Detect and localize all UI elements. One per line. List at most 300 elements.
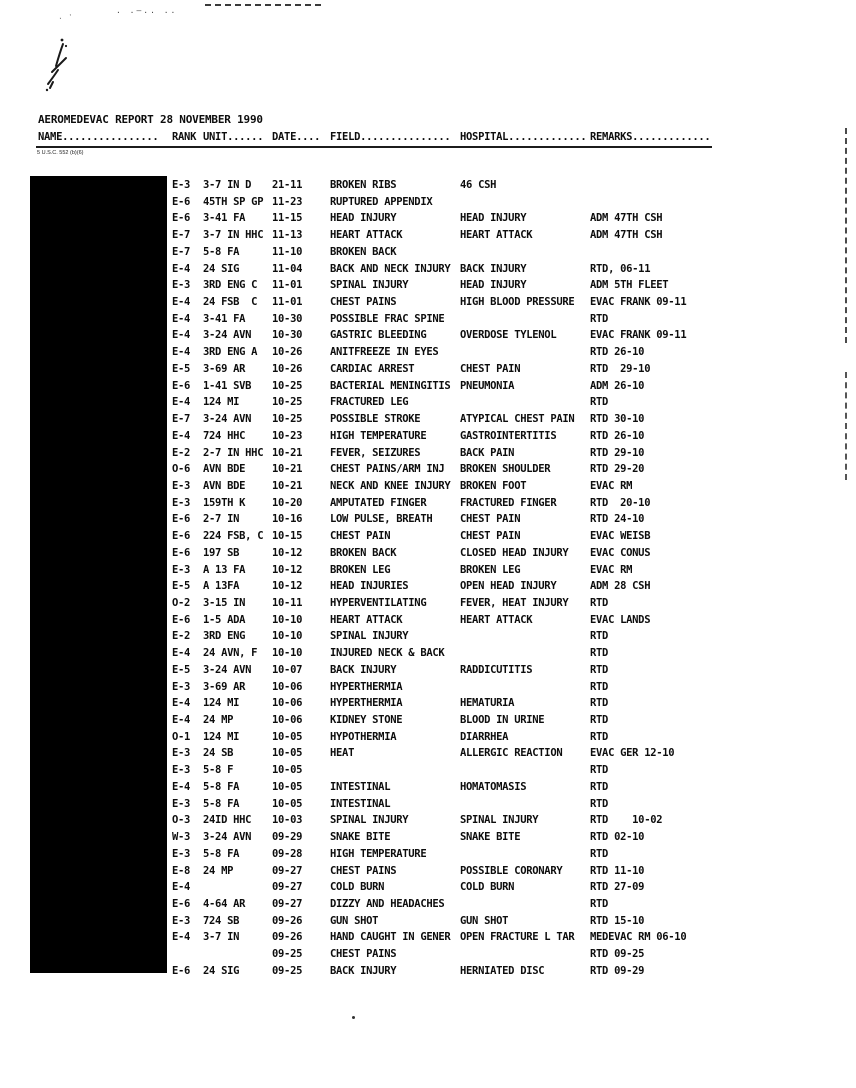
- cell-field: HEAT: [330, 747, 355, 760]
- ink-mark: [38, 32, 88, 92]
- table-row: [0, 898, 856, 914]
- cell-field: CHEST PAIN: [330, 530, 391, 543]
- cell-hospital: CHEST PAIN: [460, 513, 521, 526]
- cell-remarks: EVAC FRANK 09-11: [590, 296, 687, 309]
- cell-hospital: HEART ATTACK: [460, 613, 533, 626]
- cell-unit: 24 SIG: [203, 262, 240, 275]
- scan-artifact-speck: . ·: [57, 10, 75, 22]
- cell-remarks: ADM 26-10: [590, 379, 645, 392]
- cell-rank: E-2: [172, 630, 191, 643]
- table-row: [0, 229, 856, 245]
- table-row: [0, 731, 856, 747]
- cell-unit: 2-7 IN: [203, 513, 240, 526]
- cell-date: 09-25: [272, 964, 303, 977]
- cell-field: BACK AND NECK INJURY: [330, 262, 451, 275]
- cell-date: 10-26: [272, 362, 303, 375]
- cell-unit: 1-5 ADA: [203, 613, 246, 626]
- table-row: [0, 313, 856, 329]
- cell-unit: 24 AVN, F: [203, 647, 258, 660]
- cell-date: 11-04: [272, 262, 303, 275]
- cell-unit: 24 MP: [203, 864, 234, 877]
- cell-field: ANITFREEZE IN EYES: [330, 346, 439, 359]
- cell-hospital: POSSIBLE CORONARY: [460, 864, 563, 877]
- cell-date: 10-23: [272, 429, 303, 442]
- cell-rank: E-3: [172, 914, 191, 927]
- cell-rank: E-3: [172, 797, 191, 810]
- cell-date: 10-12: [272, 546, 303, 559]
- cell-rank: E-4: [172, 312, 191, 325]
- cell-hospital: CHEST PAIN: [460, 362, 521, 375]
- cell-field: CHEST PAINS: [330, 864, 397, 877]
- cell-hospital: HEAD INJURY: [460, 212, 527, 225]
- cell-field: BROKEN BACK: [330, 245, 397, 258]
- cell-field: HEART ATTACK: [330, 613, 403, 626]
- cell-rank: E-4: [172, 647, 191, 660]
- table-row: [0, 948, 856, 964]
- cell-date: 09-27: [272, 897, 303, 910]
- cell-field: SNAKE BITE: [330, 831, 391, 844]
- cell-field: BROKEN RIBS: [330, 179, 397, 191]
- cell-remarks: RTD: [590, 730, 609, 743]
- cell-date: 10-10: [272, 630, 303, 643]
- cell-unit: 124 MI: [203, 396, 240, 409]
- table-row: [0, 580, 856, 596]
- cell-unit: AVN BDE: [203, 463, 246, 476]
- cell-date: 10-06: [272, 680, 303, 693]
- table-row: [0, 346, 856, 362]
- cell-date: 10-30: [272, 329, 303, 342]
- cell-unit: 3RD ENG: [203, 630, 246, 643]
- cell-unit: 3-41 FA: [203, 212, 246, 225]
- cell-remarks: ADM 28 CSH: [590, 580, 651, 593]
- cell-rank: E-3: [172, 179, 191, 191]
- cell-unit: 124 MI: [203, 730, 240, 743]
- table-row: [0, 647, 856, 663]
- cell-rank: E-3: [172, 847, 191, 860]
- cell-date: 10-10: [272, 647, 303, 660]
- cell-hospital: PNEUMONIA: [460, 379, 515, 392]
- table-row: [0, 430, 856, 446]
- cell-date: 11-13: [272, 229, 303, 242]
- scan-artifact-dot: [352, 1016, 355, 1019]
- cell-unit: 124 MI: [203, 697, 240, 710]
- table-row: [0, 396, 856, 412]
- cell-date: 10-21: [272, 463, 303, 476]
- report-title: AEROMEDEVAC REPORT 28 NOVEMBER 1990: [38, 113, 263, 126]
- cell-rank: E-5: [172, 663, 191, 676]
- cell-remarks: RTD 15-10: [590, 914, 645, 927]
- cell-date: 10-12: [272, 563, 303, 576]
- cell-hospital: RADDICUTITIS: [460, 663, 533, 676]
- cell-rank: E-6: [172, 212, 191, 225]
- cell-remarks: RTD 29-10: [590, 446, 645, 459]
- table-row: [0, 363, 856, 379]
- cell-unit: 3-7 IN HHC: [203, 229, 264, 242]
- cell-field: HYPERTHERMIA: [330, 680, 403, 693]
- column-header-field: FIELD...............: [330, 131, 451, 143]
- cell-hospital: HOMATOMASIS: [460, 780, 527, 793]
- cell-field: HIGH TEMPERATURE: [330, 847, 427, 860]
- table-row: [0, 664, 856, 680]
- cell-remarks: RTD: [590, 697, 609, 710]
- cell-field: POSSIBLE STROKE: [330, 413, 421, 426]
- cell-field: CHEST PAINS/ARM INJ: [330, 463, 445, 476]
- cell-hospital: BROKEN LEG: [460, 563, 521, 576]
- cell-rank: E-5: [172, 362, 191, 375]
- cell-unit: 724 SB: [203, 914, 240, 927]
- cell-hospital: ALLERGIC REACTION: [460, 747, 563, 760]
- cell-date: 10-25: [272, 379, 303, 392]
- cell-field: FRACTURED LEG: [330, 396, 409, 409]
- cell-remarks: RTD: [590, 630, 609, 643]
- cell-date: 10-21: [272, 446, 303, 459]
- cell-field: SPINAL INJURY: [330, 630, 409, 643]
- cell-remarks: EVAC CONUS: [590, 546, 651, 559]
- table-row: [0, 279, 856, 295]
- cell-rank: E-4: [172, 296, 191, 309]
- cell-hospital: HEART ATTACK: [460, 229, 533, 242]
- table-row: [0, 530, 856, 546]
- cell-remarks: RTD: [590, 647, 609, 660]
- cell-unit: 3-7 IN D: [203, 179, 252, 191]
- cell-date: 10-26: [272, 346, 303, 359]
- cell-unit: 3-24 AVN: [203, 663, 252, 676]
- table-row: [0, 463, 856, 479]
- cell-remarks: RTD 20-10: [590, 496, 651, 509]
- cell-rank: W-3: [172, 831, 191, 844]
- foia-exemption-note: 5 U.S.C. 552 (b)(6): [37, 150, 84, 156]
- cell-unit: 2-7 IN HHC: [203, 446, 264, 459]
- cell-rank: E-6: [172, 195, 191, 208]
- cell-field: SPINAL INJURY: [330, 814, 409, 827]
- cell-field: CHEST PAINS: [330, 296, 397, 309]
- cell-hospital: OPEN HEAD INJURY: [460, 580, 557, 593]
- cell-remarks: RTD: [590, 312, 609, 325]
- cell-remarks: RTD 09-25: [590, 948, 645, 961]
- table-row: [0, 714, 856, 730]
- cell-date: 10-05: [272, 764, 303, 777]
- cell-hospital: 46 CSH: [460, 179, 497, 191]
- cell-hospital: SPINAL INJURY: [460, 814, 539, 827]
- cell-field: HIGH TEMPERATURE: [330, 429, 427, 442]
- cell-field: COLD BURN: [330, 881, 385, 894]
- cell-date: 11-10: [272, 245, 303, 258]
- cell-date: 11-15: [272, 212, 303, 225]
- cell-date: 10-07: [272, 663, 303, 676]
- cell-rank: E-3: [172, 479, 191, 492]
- cell-remarks: RTD: [590, 680, 609, 693]
- cell-rank: O-3: [172, 814, 191, 827]
- cell-remarks: EVAC FRANK 09-11: [590, 329, 687, 342]
- cell-date: 10-11: [272, 597, 303, 609]
- cell-remarks: RTD 11-10: [590, 864, 645, 877]
- cell-field: GASTRIC BLEEDING: [330, 329, 427, 342]
- table-row: [0, 480, 856, 496]
- cell-unit: A 13 FA: [203, 563, 246, 576]
- table-row: [0, 915, 856, 931]
- cell-rank: E-6: [172, 964, 191, 977]
- cell-unit: 3-24 AVN: [203, 329, 252, 342]
- table-row: [0, 179, 856, 195]
- table-row: [0, 747, 856, 763]
- column-header-rank: RANK: [172, 131, 197, 143]
- cell-unit: 24 SB: [203, 747, 234, 760]
- cell-rank: E-7: [172, 229, 191, 242]
- table-row: [0, 212, 856, 228]
- cell-remarks: RTD 30-10: [590, 413, 645, 426]
- cell-field: GUN SHOT: [330, 914, 379, 927]
- cell-remarks: MEDEVAC RM 06-10: [590, 931, 687, 944]
- cell-field: INTESTINAL: [330, 780, 391, 793]
- cell-field: HEAD INJURY: [330, 212, 397, 225]
- cell-field: HYPERTHERMIA: [330, 697, 403, 710]
- cell-unit: 3RD ENG A: [203, 346, 258, 359]
- cell-unit: 3-24 AVN: [203, 413, 252, 426]
- cell-hospital: HERNIATED DISC: [460, 964, 545, 977]
- cell-rank: O-1: [172, 730, 191, 743]
- cell-rank: E-6: [172, 530, 191, 543]
- cell-hospital: CLOSED HEAD INJURY: [460, 546, 569, 559]
- cell-hospital: OPEN FRACTURE L TAR: [460, 931, 575, 944]
- cell-hospital: DIARRHEA: [460, 730, 509, 743]
- cell-rank: E-3: [172, 747, 191, 760]
- cell-field: INTESTINAL: [330, 797, 391, 810]
- scan-artifact-top-dashes: [205, 4, 321, 6]
- cell-rank: E-3: [172, 279, 191, 292]
- cell-unit: 1-41 SVB: [203, 379, 252, 392]
- cell-hospital: GUN SHOT: [460, 914, 509, 927]
- table-row: [0, 597, 856, 613]
- cell-rank: E-2: [172, 446, 191, 459]
- cell-remarks: EVAC RM: [590, 563, 633, 576]
- cell-date: 10-05: [272, 730, 303, 743]
- cell-rank: E-5: [172, 580, 191, 593]
- cell-date: 10-21: [272, 479, 303, 492]
- cell-date: 09-27: [272, 864, 303, 877]
- cell-unit: 5-8 FA: [203, 245, 240, 258]
- column-header-remarks: REMARKS.............: [590, 131, 711, 143]
- cell-unit: 5-8 F: [203, 764, 234, 777]
- table-row: [0, 865, 856, 881]
- cell-remarks: RTD 10-02: [590, 814, 663, 827]
- cell-unit: 45TH SP GP: [203, 195, 264, 208]
- table-row: [0, 697, 856, 713]
- cell-field: BROKEN LEG: [330, 563, 391, 576]
- cell-remarks: RTD: [590, 663, 609, 676]
- cell-unit: 24ID HHC: [203, 814, 252, 827]
- cell-rank: E-4: [172, 262, 191, 275]
- cell-remarks: RTD 29-20: [590, 463, 645, 476]
- cell-unit: 5-8 FA: [203, 780, 240, 793]
- cell-unit: 724 HHC: [203, 429, 246, 442]
- cell-unit: 3-15 IN: [203, 597, 246, 609]
- cell-field: RUPTURED APPENDIX: [330, 195, 433, 208]
- cell-remarks: RTD 02-10: [590, 831, 645, 844]
- table-row: [0, 296, 856, 312]
- cell-rank: E-6: [172, 513, 191, 526]
- cell-rank: E-3: [172, 563, 191, 576]
- cell-date: 09-27: [272, 881, 303, 894]
- cell-rank: E-3: [172, 680, 191, 693]
- cell-field: CHEST PAINS: [330, 948, 397, 961]
- cell-date: 10-10: [272, 613, 303, 626]
- cell-hospital: COLD BURN: [460, 881, 515, 894]
- table-row: [0, 497, 856, 513]
- cell-remarks: RTD 09-29: [590, 964, 645, 977]
- cell-unit: 3RD ENG C: [203, 279, 258, 292]
- cell-unit: 4-64 AR: [203, 897, 246, 910]
- cell-field: DIZZY AND HEADACHES: [330, 897, 445, 910]
- cell-rank: E-4: [172, 346, 191, 359]
- table-row: [0, 447, 856, 463]
- cell-hospital: HEAD INJURY: [460, 279, 527, 292]
- cell-rank: E-6: [172, 897, 191, 910]
- cell-field: NECK AND KNEE INJURY: [330, 479, 451, 492]
- cell-field: FEVER, SEIZURES: [330, 446, 421, 459]
- cell-rank: E-4: [172, 714, 191, 727]
- cell-remarks: RTD 27-09: [590, 881, 645, 894]
- cell-unit: 224 FSB, C: [203, 530, 264, 543]
- table-row: [0, 246, 856, 262]
- cell-unit: 197 SB: [203, 546, 240, 559]
- cell-rank: E-3: [172, 764, 191, 777]
- cell-remarks: RTD: [590, 396, 609, 409]
- cell-field: HAND CAUGHT IN GENER: [330, 931, 451, 944]
- cell-remarks: RTD: [590, 597, 609, 609]
- cell-unit: A 13FA: [203, 580, 240, 593]
- cell-remarks: RTD 26-10: [590, 429, 645, 442]
- cell-unit: 3-24 AVN: [203, 831, 252, 844]
- cell-rank: E-7: [172, 245, 191, 258]
- table-row: [0, 965, 856, 981]
- cell-field: HYPERVENTILATING: [330, 597, 427, 609]
- table-row: [0, 564, 856, 580]
- cell-field: HYPOTHERMIA: [330, 730, 397, 743]
- cell-date: 10-20: [272, 496, 303, 509]
- table-row: [0, 413, 856, 429]
- table-row: [0, 781, 856, 797]
- table-row: [0, 513, 856, 529]
- cell-date: 10-06: [272, 697, 303, 710]
- cell-field: HEART ATTACK: [330, 229, 403, 242]
- cell-rank: E-6: [172, 613, 191, 626]
- cell-hospital: BACK PAIN: [460, 446, 515, 459]
- cell-hospital: ATYPICAL CHEST PAIN: [460, 413, 575, 426]
- table-row: [0, 831, 856, 847]
- cell-date: 10-05: [272, 747, 303, 760]
- cell-date: 11-23: [272, 195, 303, 208]
- cell-unit: 3-7 IN: [203, 931, 240, 944]
- cell-remarks: EVAC GER 12-10: [590, 747, 675, 760]
- cell-hospital: OVERDOSE TYLENOL: [460, 329, 557, 342]
- cell-rank: O-2: [172, 597, 191, 609]
- table-row: [0, 630, 856, 646]
- column-header-hospital: HOSPITAL.............: [460, 131, 587, 143]
- cell-rank: E-4: [172, 429, 191, 442]
- cell-unit: 24 SIG: [203, 964, 240, 977]
- cell-date: 10-06: [272, 714, 303, 727]
- cell-date: 10-30: [272, 312, 303, 325]
- cell-unit: 3-41 FA: [203, 312, 246, 325]
- cell-remarks: RTD, 06-11: [590, 262, 651, 275]
- cell-unit: 3-69 AR: [203, 362, 246, 375]
- cell-hospital: HEMATURIA: [460, 697, 515, 710]
- cell-field: INJURED NECK & BACK: [330, 647, 445, 660]
- cell-date: 10-05: [272, 780, 303, 793]
- cell-date: 10-25: [272, 396, 303, 409]
- scan-artifact-speck: . .—.. ..: [116, 6, 178, 15]
- table-row: [0, 931, 856, 947]
- table-row: [0, 263, 856, 279]
- cell-remarks: RTD: [590, 797, 609, 810]
- cell-field: BACTERIAL MENINGITIS: [330, 379, 451, 392]
- cell-remarks: EVAC WEISB: [590, 530, 651, 543]
- cell-rank: E-8: [172, 864, 191, 877]
- cell-rank: E-4: [172, 697, 191, 710]
- cell-unit: 3-69 AR: [203, 680, 246, 693]
- cell-hospital: CHEST PAIN: [460, 530, 521, 543]
- cell-remarks: RTD 26-10: [590, 346, 645, 359]
- cell-date: 10-16: [272, 513, 303, 526]
- table-row: [0, 547, 856, 563]
- cell-date: 10-25: [272, 413, 303, 426]
- cell-field: LOW PULSE, BREATH: [330, 513, 433, 526]
- cell-remarks: RTD: [590, 847, 609, 860]
- cell-rank: E-6: [172, 379, 191, 392]
- cell-hospital: HIGH BLOOD PRESSURE: [460, 296, 575, 309]
- cell-remarks: ADM 47TH CSH: [590, 229, 663, 242]
- cell-rank: E-4: [172, 780, 191, 793]
- cell-date: 11-01: [272, 279, 303, 292]
- cell-field: AMPUTATED FINGER: [330, 496, 427, 509]
- cell-field: POSSIBLE FRAC SPINE: [330, 312, 445, 325]
- cell-rank: E-4: [172, 329, 191, 342]
- table-row: [0, 881, 856, 897]
- cell-hospital: BROKEN FOOT: [460, 479, 527, 492]
- cell-field: KIDNEY STONE: [330, 714, 403, 727]
- table-row: [0, 196, 856, 212]
- cell-date: 21-11: [272, 179, 303, 191]
- cell-field: BROKEN BACK: [330, 546, 397, 559]
- cell-field: BACK INJURY: [330, 964, 397, 977]
- column-header-unit: UNIT......: [203, 131, 264, 143]
- cell-remarks: RTD 29-10: [590, 362, 651, 375]
- cell-hospital: SNAKE BITE: [460, 831, 521, 844]
- cell-remarks: RTD: [590, 780, 609, 793]
- cell-unit: 5-8 FA: [203, 847, 240, 860]
- cell-date: 09-26: [272, 914, 303, 927]
- cell-unit: 159TH K: [203, 496, 246, 509]
- cell-rank: E-7: [172, 413, 191, 426]
- cell-date: 10-12: [272, 580, 303, 593]
- cell-rank: E-4: [172, 881, 191, 894]
- table-row: [0, 798, 856, 814]
- cell-hospital: BLOOD IN URINE: [460, 714, 545, 727]
- cell-date: 10-15: [272, 530, 303, 543]
- cell-hospital: FRACTURED FINGER: [460, 496, 557, 509]
- cell-date: 09-28: [272, 847, 303, 860]
- table-row: [0, 681, 856, 697]
- cell-date: 09-29: [272, 831, 303, 844]
- table-row: [0, 329, 856, 345]
- cell-field: HEAD INJURIES: [330, 580, 409, 593]
- table-row: [0, 614, 856, 630]
- column-header-date: DATE....: [272, 131, 321, 143]
- cell-remarks: RTD: [590, 764, 609, 777]
- cell-hospital: GASTROINTERTITIS: [460, 429, 557, 442]
- cell-date: 09-26: [272, 931, 303, 944]
- cell-remarks: ADM 5TH FLEET: [590, 279, 669, 292]
